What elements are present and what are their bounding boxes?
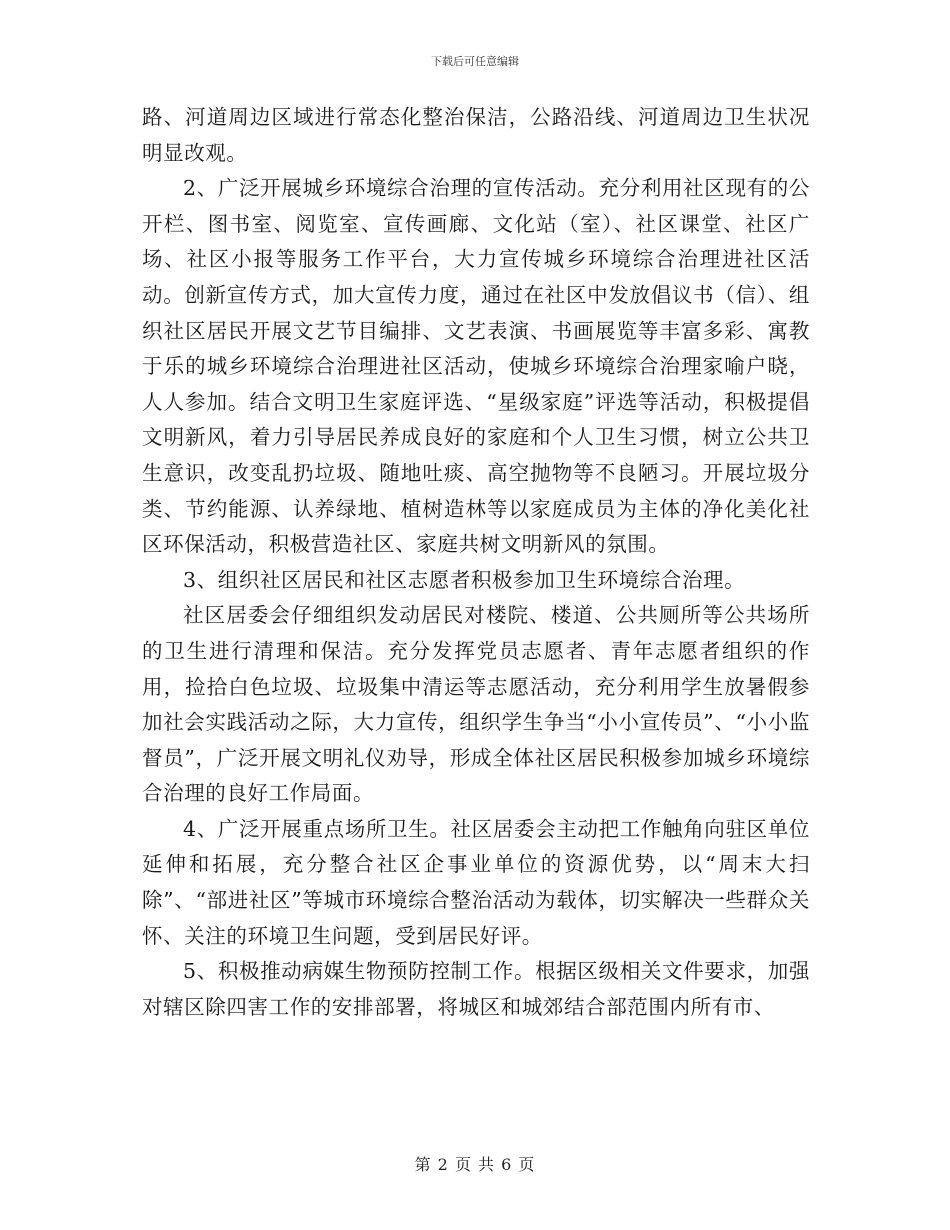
page-number-footer: 第 2 页 共 6 页: [414, 1155, 536, 1174]
paragraph-item-4: 4、广泛开展重点场所卫生。社区居委会主动把工作触角向驻区单位延伸和拓展，充分整合社区企事业单位的资源优势，以“周末大扫除”、“部进社区”等城市环境综合整治活动为载体，切实解决一些群众关怀、关注的环境卫生问题，受到居民好评。: [142, 816, 810, 948]
paragraph-item-5: 5、积极推动病媒生物预防控制工作。根据区级相关文件要求，加强对辖区除四害工作的安排部署，将城区和城郊结合部范围内所有市、: [142, 959, 810, 1019]
paragraph-item-3-detail: 社区居委会仔细组织发动居民对楼院、楼道、公共厕所等公共场所的卫生进行清理和保洁。充分发挥党员志愿者、青年志愿者组织的作用，捡拾白色垃圾、垃圾集中清运等志愿活动，充分利用学生放暑假参加社会实践活动之际，大力宣传，组织学生争当“小小宣传员”、“小小监督员”，广泛开展文明礼仪劝导，形成全体社区居民积极参加城乡环境综合治理的良好工作局面。: [142, 603, 810, 806]
paragraph-item-3: 3、组织社区居民和社区志愿者积极参加卫生环境综合治理。: [183, 567, 746, 592]
page-header: 下载后可任意编辑: [431, 55, 519, 68]
paragraph-item-2: 2、广泛开展城乡环境综合治理的宣传活动。充分利用社区现有的公开栏、图书室、阅览室、宣传画廊、文化站（室）、社区课堂、社区广场、社区小报等服务工作平台，大力宣传城乡环境综合治理进社区活动。创新宣传方式，加大宣传力度，通过在社区中发放倡议书（信）、组织社区居民开展文艺节目编排、文艺表演、书画展览等丰富多彩、寓教于乐的城乡环境综合治理进社区活动，使城乡环境综合治理家喻户晓，人人参加。结合文明卫生家庭评选、“星级家庭”评选等活动，积极提倡文明新风，着力引导居民养成良好的家庭和个人卫生习惯，树立公共卫生意识，改变乱扔垃圾、随地吐痰、高空抛物等不良陋习。开展垃圾分类、节约能源、认养绿地、植树造林等以家庭成员为主体的净化美化社区环保活动，积极营造社区、家庭共树文明新风的氛围。: [142, 176, 810, 557]
paragraph-continuation: 路、河道周边区域进行常态化整治保洁，公路沿线、河道周边卫生状况明显改观。: [142, 105, 810, 165]
document-body: [142, 100, 810, 1025]
